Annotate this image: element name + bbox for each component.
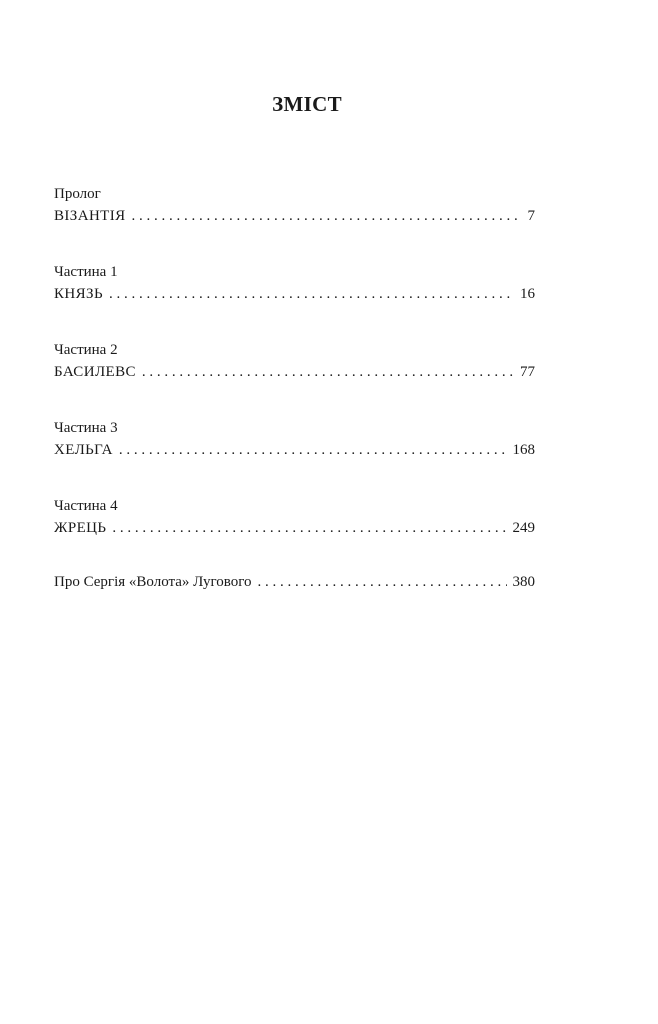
toc-page-number: 168 xyxy=(512,442,535,458)
table-of-contents xyxy=(54,183,535,593)
toc-part-label: Частина 1 xyxy=(54,264,118,280)
toc-part-label: Пролог xyxy=(54,186,101,202)
toc-entry-about[interactable] xyxy=(54,571,535,593)
dot-leader xyxy=(119,439,507,461)
toc-page-number: 249 xyxy=(512,520,535,536)
toc-entry-title: ЖРЕЦЬ xyxy=(54,520,107,536)
toc-entry-part-1[interactable] xyxy=(54,283,535,305)
toc-section-part-4 xyxy=(54,495,535,539)
dot-leader xyxy=(257,571,506,593)
toc-entry-title: БАСИЛЕВС xyxy=(54,364,136,380)
toc-part-label: Частина 4 xyxy=(54,498,118,514)
dot-leader xyxy=(142,361,514,383)
toc-entry-title: ХЕЛЬГА xyxy=(54,442,113,458)
toc-entry-part-3[interactable] xyxy=(54,439,535,461)
page-title: ЗМІСТ xyxy=(272,92,342,116)
toc-entry-title: Про Сергія «Волота» Лугового xyxy=(54,574,252,590)
toc-section-about xyxy=(54,571,535,593)
toc-section-part-3 xyxy=(54,417,535,461)
toc-page-number: 77 xyxy=(520,364,535,380)
toc-part-label: Частина 3 xyxy=(54,420,118,436)
toc-entry-part-4[interactable] xyxy=(54,517,535,539)
dot-leader xyxy=(132,205,522,227)
dot-leader xyxy=(112,517,506,539)
toc-section-prologue xyxy=(54,183,535,227)
toc-page-number: 7 xyxy=(527,208,535,224)
toc-section-part-2 xyxy=(54,339,535,383)
dot-leader xyxy=(109,283,514,305)
toc-part-label: Частина 2 xyxy=(54,342,118,358)
toc-entry-title: ВІЗАНТІЯ xyxy=(54,208,126,224)
toc-entry-title: КНЯЗЬ xyxy=(54,286,103,302)
toc-page-number: 380 xyxy=(512,574,535,590)
toc-entry-part-2[interactable] xyxy=(54,361,535,383)
toc-entry-prologue[interactable] xyxy=(54,205,535,227)
toc-page-number: 16 xyxy=(520,286,535,302)
toc-section-part-1 xyxy=(54,261,535,305)
